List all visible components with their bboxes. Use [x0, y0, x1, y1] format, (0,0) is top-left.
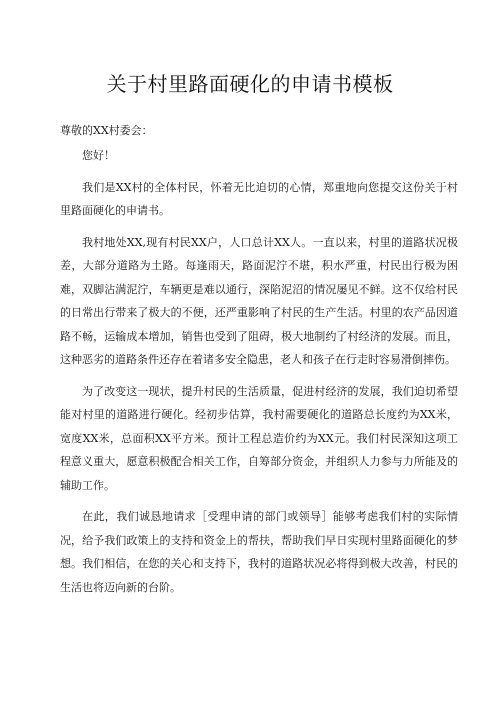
paragraph-greeting: 您好！	[82, 149, 115, 162]
document-title: 关于村里路面硬化的申请书模板	[106, 72, 394, 96]
paragraph-request: 在此，我们诚恳地请求［受理申请的部门或领导］能够考虑我们村的实际情况，给予我们政策上的支持和资金上的帮扶，帮助我们早日实现村里路面硬化的梦想。我们相信，在您的关心和支持下，我村的道路状况必将得到极大改善，村民的生活也将迈向新的台阶。	[60, 510, 458, 594]
paragraph-intro: 我们是XX村的全体村民，怀着无比迫切的心情，郑重地向您提交这份关于村里路面硬化的申请书。	[60, 180, 458, 217]
salutation: 尊敬的XX村委会：	[60, 124, 153, 137]
paragraph-proposal: 为了改变这一现状，提升村民的生活质量，促进村经济的发展，我们迫切希望能对村里的道路进行硬化。经初步估算，我村需要硬化的道路总长度约为XX米，宽度XX米，总面积XX平方米。预计工程总造价约为XX元。我们村民深知这项工程意义重大，愿意积极配合相关工作，自筹部分资金，并组织人力参与力所能及的辅助工作。	[60, 384, 458, 492]
paragraph-situation: 我村地处XX,现有村民XX户，人口总计XX人。一直以来，村里的道路状况极差，大部分道路为土路。每逢雨天，路面泥泞不堪，积水严重，村民出行极为困难，双脚沾满泥泞，车辆更是难以通行，深陷泥沼的情况屡见不鲜。这不仅给村民的日常出行带来了极大的不便，还严重影响了村民的生产生活。村里的农产品因道路不畅，运输成本增加，销售也受到了阻碍，极大地制约了村经济的发展。而且，这种恶劣的道路条件还存在着诸多安全隐患，老人和孩子在行走时容易滑倒摔伤。	[60, 235, 458, 366]
document-body	[60, 144, 458, 607]
